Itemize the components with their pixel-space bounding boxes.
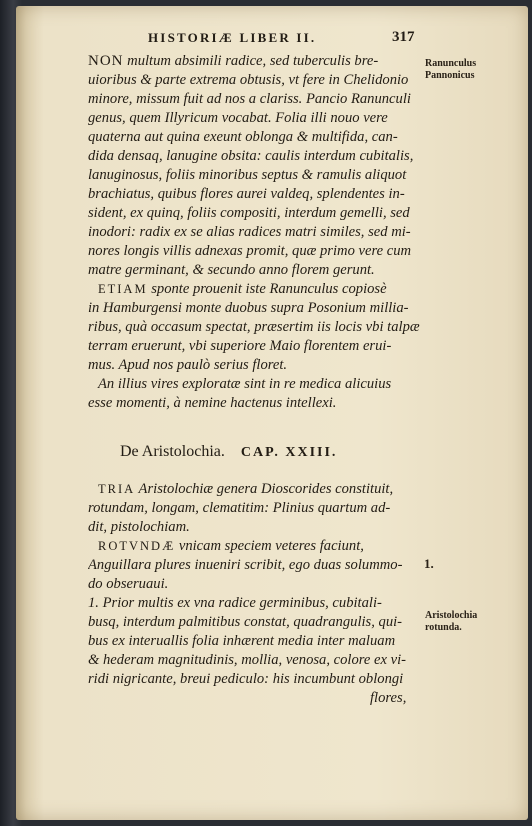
text-line: An illius vires exploratæ sint in re medica alicuius xyxy=(98,376,392,392)
text-line: matre germinant, & secundo anno florem gerunt. xyxy=(88,262,375,278)
text-line: dida densaq, lanugine obsita: caulis interdum cubitalis, xyxy=(88,148,414,164)
text-line: minore, missum fuit ad nos a clariss. Pancio Ranunculi xyxy=(88,91,411,107)
text-line: rotundam, longam, clematitim: Plinius quartum ad- xyxy=(88,500,391,516)
page-number: 317 xyxy=(392,29,415,45)
chapter-title: De Aristolochia. xyxy=(120,443,225,460)
page-header xyxy=(0,30,532,50)
text-line: TRIA Aristolochiæ genera Dioscorides constituit, xyxy=(98,481,394,497)
margin-numeral: 1. xyxy=(424,556,434,571)
text-line: genus, quem Illyricum vocabat. Folia illi nouo vere xyxy=(88,110,388,126)
chapter-label: CAP. XXIII. xyxy=(240,445,338,460)
text-line: NON multum absimili radice, sed tuberculis bre- xyxy=(88,53,379,69)
margin-note-ranunculus: Ranunculus Pannonicus xyxy=(425,58,477,81)
text-line: flores, xyxy=(370,690,407,706)
text-line: dit, pistolochiam. xyxy=(88,519,190,535)
text-line: esse momenti, à nemine hactenus intellexi. xyxy=(88,395,337,411)
text-line: do obseruaui. xyxy=(88,576,169,592)
margin-note-aristolochia: Aristolochia rotunda. xyxy=(425,610,478,633)
text-line: Anguillara plures inueniri scribit, ego duas solummo- xyxy=(88,557,403,573)
section-ranunculus xyxy=(88,52,422,413)
text-line: mus. Apud nos paulò serius floret. xyxy=(88,357,288,373)
text-line: 1. Prior multis ex vna radice germinibus, cubitali- xyxy=(88,595,382,611)
chapter-heading xyxy=(120,443,337,461)
text-line: quaterna aut quina exeunt oblonga & multifida, can- xyxy=(88,129,398,145)
text-line: ridi nigricante, breui pediculo: his incumbunt oblongi xyxy=(88,671,404,687)
text-line: busq, interdum palmitibus constat, quadrangulis, qui- xyxy=(88,614,403,630)
text-line: brachiatus, quibus flores aurei valdeq, splendentes in- xyxy=(88,186,405,202)
section-aristolochia xyxy=(88,480,422,708)
text-line: ETIAM sponte prouenit iste Ranunculus copiosè xyxy=(98,281,387,297)
text-line: lanuginosus, foliis minoribus septus & ramulis aliquot xyxy=(88,167,407,183)
text-line: nores longis villis adnexas promit, quæ primo vere cum xyxy=(88,243,412,259)
text-line: terram eruerunt, vbi superiore Maio florentem erui- xyxy=(88,338,392,354)
text-line: ROTVNDÆ vnicam speciem veteres faciunt, xyxy=(98,538,364,554)
text-line: & hederam magnitudinis, mollia, venosa, colore ex vi- xyxy=(88,652,407,668)
text-line: ribus, quà occasum spectat, præsertim iis locis vbi talpæ xyxy=(88,319,420,335)
text-line: sident, ex quinq, foliis compositi, interdum gemelli, sed xyxy=(88,205,410,221)
text-line: bus ex interuallis folia inhærent media inter maluam xyxy=(88,633,396,649)
text-line: inodori: radix ex se alias radices matri similes, sed mi- xyxy=(88,224,411,240)
text-line: in Hamburgensi monte duobus supra Posonium millia- xyxy=(88,300,409,316)
running-title: HISTORIÆ LIBER II. xyxy=(148,30,317,45)
text-line: uioribus & parte extrema obtusis, vt fere in Chelidonio xyxy=(88,72,409,88)
